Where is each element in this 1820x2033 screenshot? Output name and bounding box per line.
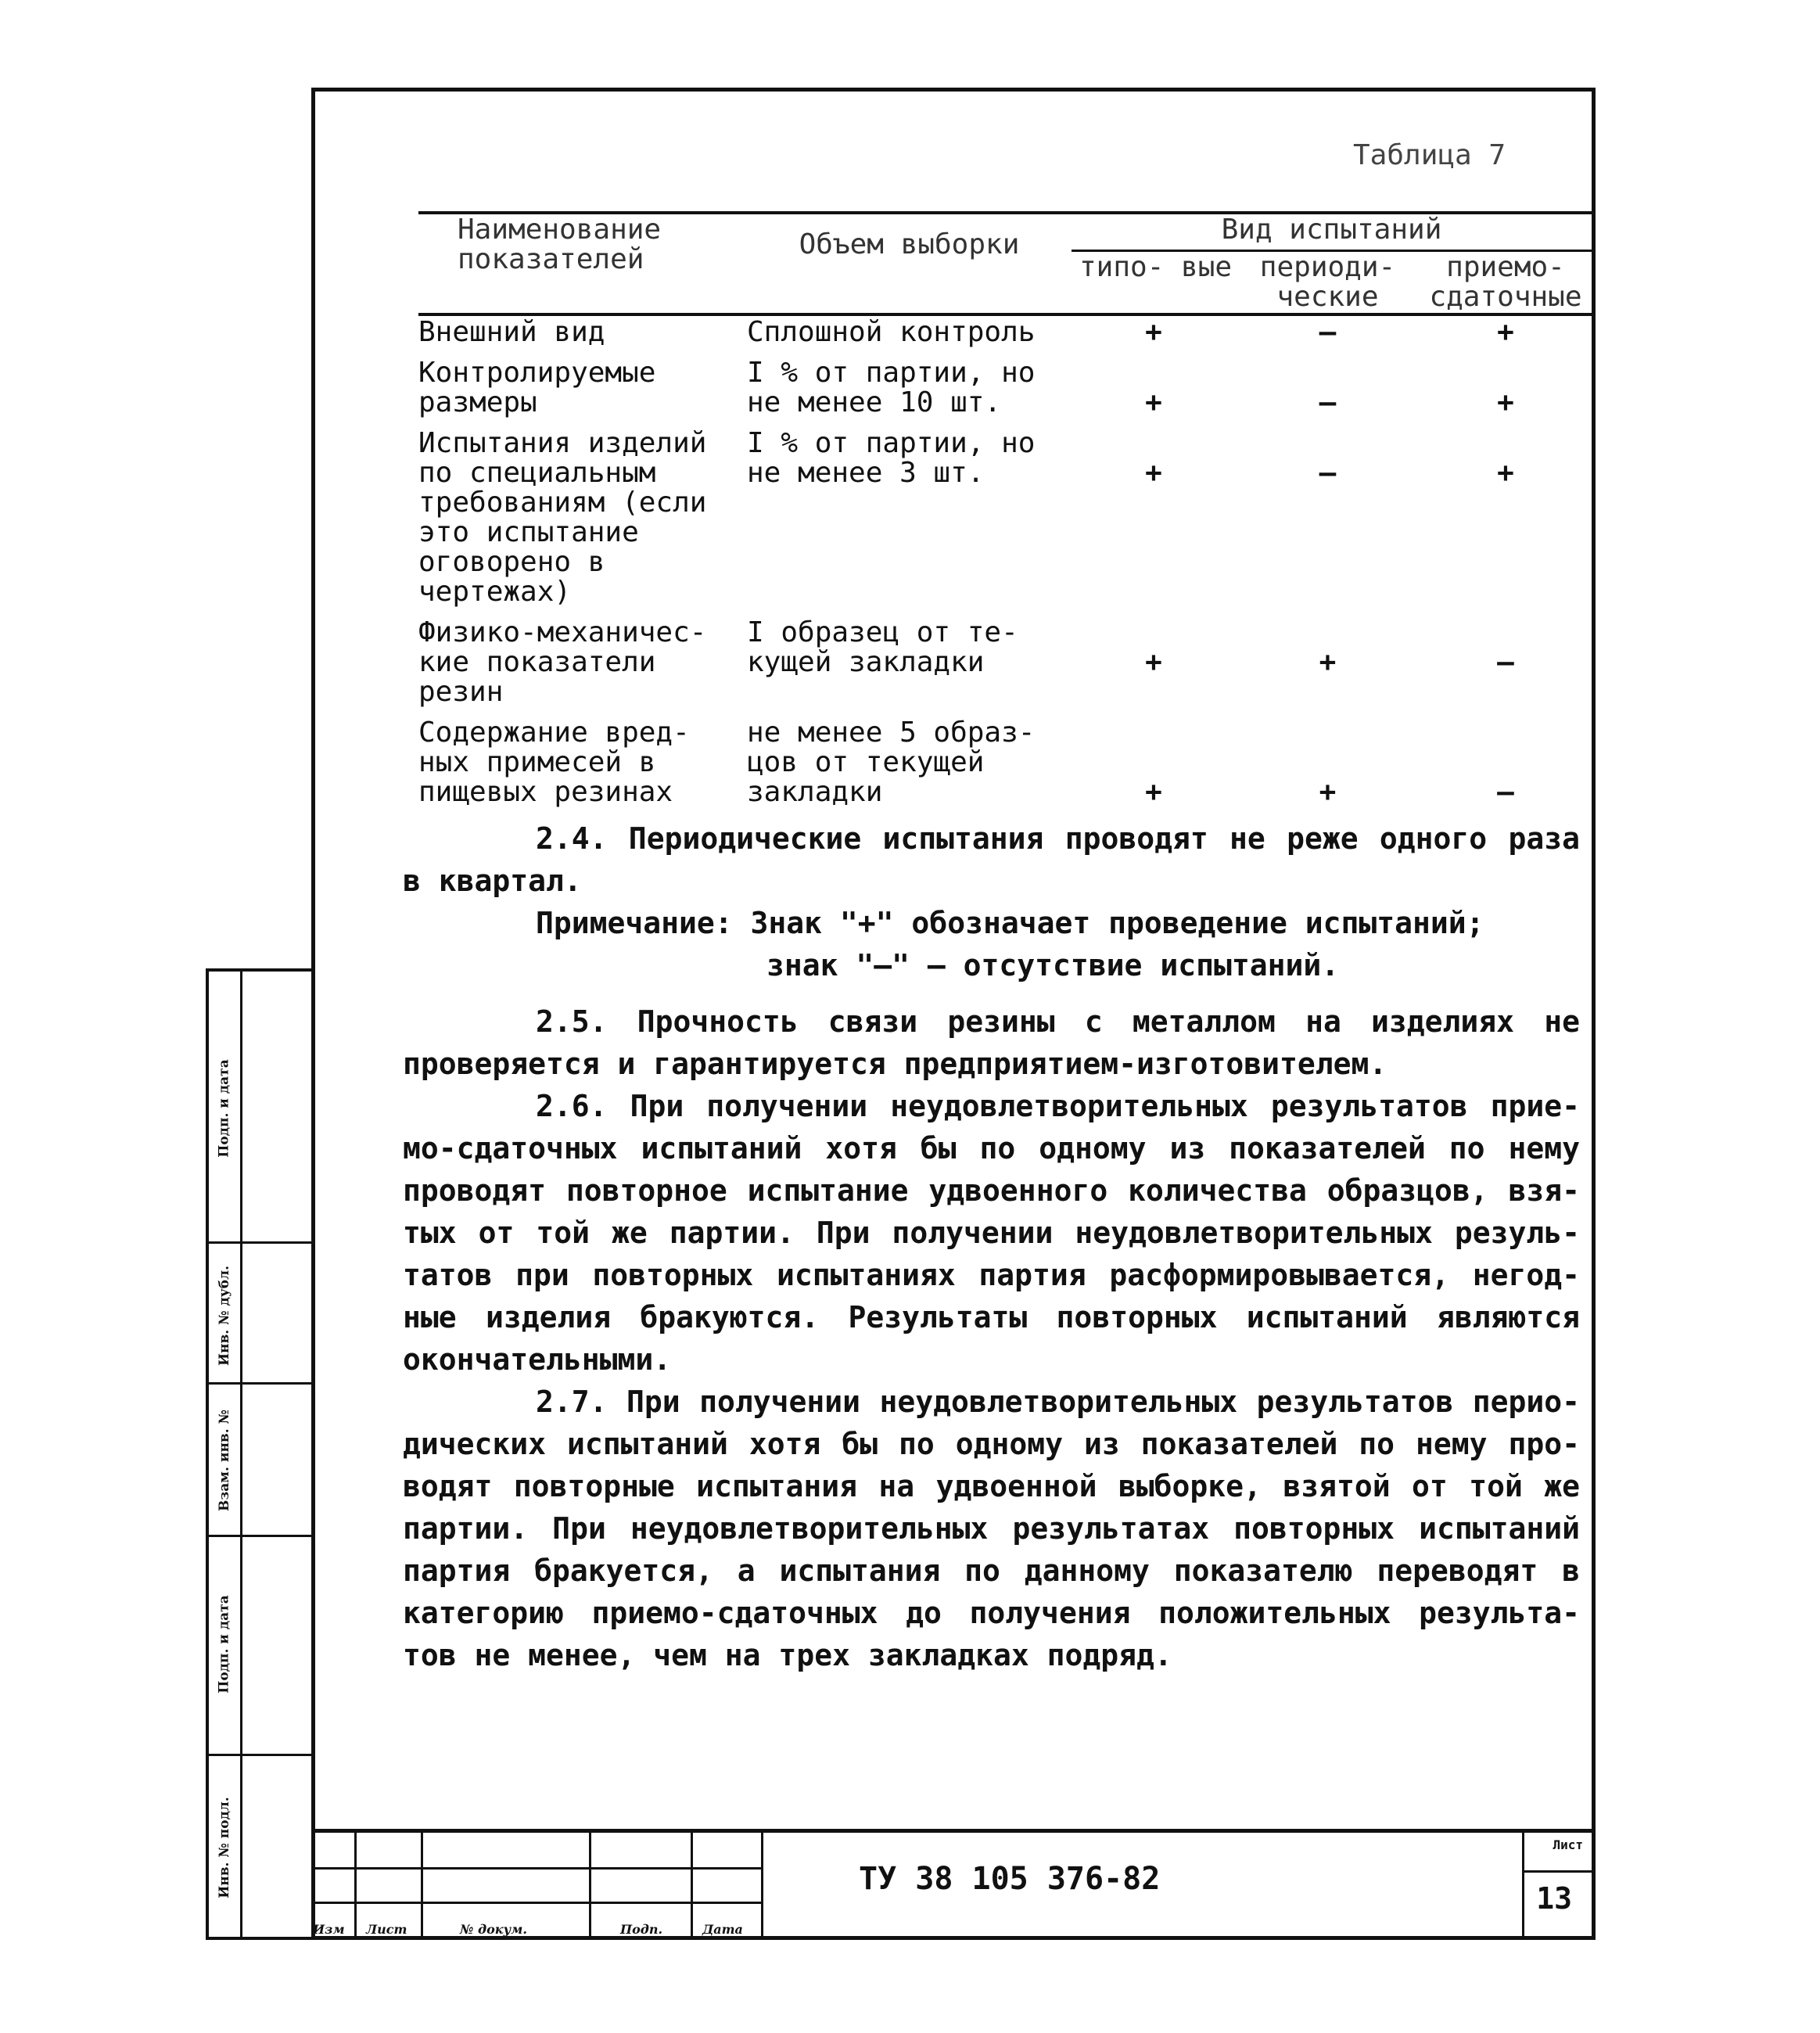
binding-label: Подп. и дата bbox=[217, 1595, 232, 1694]
tests-table bbox=[418, 211, 1592, 817]
binding-label: Взам. инв. № bbox=[217, 1409, 233, 1512]
cell-typical: + bbox=[1145, 386, 1162, 418]
binding-strip-separator bbox=[209, 1382, 315, 1385]
paragraph-2-6: 2.6. При получении неудовлетворительных результатов прие- мо-сдаточных испытаний хотя бы по одному из показателей по нему проводят повторное испытание удвоенного количества образцов, взя- тых от той же партии. При получении неудовлетворительных резуль- татов при повторных испытаниях партия расформировывается, негод- ные изделия бракуются. Результаты повторных испытаний являются окончательными. bbox=[403, 1089, 1580, 1377]
cell-sample: I % от партии, но не менее 10 шт. bbox=[747, 357, 1036, 418]
table-row bbox=[418, 717, 1592, 817]
cell-sample: I образец от те- кущей закладки bbox=[747, 616, 1018, 678]
table-row bbox=[418, 616, 1592, 717]
note-plus: Примечание: Знак "+" обозначает проведение испытаний; bbox=[536, 906, 1484, 940]
paragraph-2-5: 2.5. Прочность связи резины с металлом на изделиях не проверяется и гарантируется предприятием-изготовителем. bbox=[403, 1004, 1580, 1081]
title-block-rule bbox=[1522, 1870, 1596, 1873]
title-block-rule bbox=[691, 1833, 693, 1940]
body-text bbox=[403, 817, 1580, 1676]
table-row bbox=[418, 427, 1592, 616]
cell-acceptance: + bbox=[1497, 316, 1514, 348]
cell-name: Испытания изделий по специальным требованиям (если это испытание оговорено в чертежах) bbox=[418, 427, 707, 608]
sheet-number: 13 bbox=[1536, 1881, 1572, 1916]
cell-typical: + bbox=[1145, 776, 1162, 808]
cell-acceptance: – bbox=[1497, 776, 1514, 808]
title-block-rule bbox=[589, 1833, 591, 1940]
binding-strip bbox=[206, 968, 315, 1940]
binding-strip-divider bbox=[240, 972, 242, 1937]
cell-acceptance: + bbox=[1497, 457, 1514, 489]
title-block-rule bbox=[1522, 1833, 1524, 1940]
cell-name: Физико-механичес- кие показатели резин bbox=[418, 616, 707, 708]
cell-periodic: – bbox=[1319, 386, 1337, 418]
binding-label: Инв. № подл. bbox=[217, 1797, 233, 1898]
stamp-caption: Лист bbox=[366, 1922, 407, 1937]
cell-sample: I % от партии, но не менее 3 шт. bbox=[747, 427, 1036, 489]
title-block bbox=[311, 1829, 1596, 1940]
header-sample: Объем выборки bbox=[747, 213, 1072, 314]
cell-periodic: – bbox=[1319, 457, 1337, 489]
stamp-caption: № докум. bbox=[460, 1922, 527, 1937]
cell-typical: + bbox=[1145, 646, 1162, 678]
title-block-rule bbox=[354, 1833, 357, 1940]
binding-strip-separator bbox=[209, 1535, 315, 1537]
header-typical: типо- вые bbox=[1079, 251, 1233, 283]
cell-typical: + bbox=[1145, 457, 1162, 489]
binding-strip-separator bbox=[209, 1241, 315, 1244]
title-block-rule bbox=[761, 1833, 763, 1940]
cell-name: Содержание вред- ных примесей в пищевых резинах bbox=[418, 717, 690, 808]
title-block-rule bbox=[421, 1833, 423, 1940]
stamp-caption: Подп. bbox=[620, 1922, 663, 1937]
header-name: Наименование показателей bbox=[418, 213, 747, 314]
stamp-caption: Дата bbox=[702, 1922, 743, 1937]
cell-name: Внешний вид bbox=[418, 316, 605, 348]
header-test-types: Вид испытаний bbox=[1072, 213, 1592, 251]
document-code: ТУ 38 105 376-82 bbox=[859, 1861, 1161, 1897]
cell-periodic: + bbox=[1319, 646, 1337, 678]
header-acceptance: приемо- сдаточные bbox=[1429, 251, 1582, 313]
title-block-rule bbox=[311, 1902, 761, 1904]
binding-label: Инв. № дубл. bbox=[217, 1265, 233, 1367]
cell-typical: + bbox=[1145, 316, 1162, 348]
cell-periodic: – bbox=[1319, 316, 1337, 348]
cell-acceptance: – bbox=[1497, 646, 1514, 678]
title-block-rule bbox=[311, 1867, 761, 1870]
stamp-caption: Изм bbox=[313, 1922, 345, 1937]
table-title: Таблица 7 bbox=[1353, 139, 1506, 171]
note-minus: знак "–" – отсутствие испытаний. bbox=[766, 948, 1340, 982]
paragraph-2-4: 2.4. Периодические испытания проводят не реже одного раза в квартал. bbox=[403, 821, 1580, 898]
header-periodic: периоди- ческие bbox=[1259, 251, 1396, 313]
cell-sample: не менее 5 образ- цов от текущей закладки bbox=[747, 717, 1036, 808]
binding-strip-separator bbox=[209, 1754, 315, 1756]
cell-sample: Сплошной контроль bbox=[747, 316, 1036, 348]
table-row bbox=[418, 357, 1592, 427]
binding-label: Подп. и дата bbox=[217, 1059, 232, 1158]
table-row bbox=[418, 314, 1592, 357]
paragraph-2-7: 2.7. При получении неудовлетворительных результатов перио- дических испытаний хотя бы по одному из показателей по нему про- водят повторные испытания на удвоенной выборке, взятой от той же партии. При неудовлетворительных результатах повторных испытаний партия бракуется, а испытания по данному показателю переводят в категорию приемо-сдаточных до получения положительных результа- тов не менее, чем на трех закладках подряд. bbox=[403, 1385, 1580, 1672]
sheet-label: Лист bbox=[1553, 1837, 1583, 1852]
cell-periodic: + bbox=[1319, 776, 1337, 808]
cell-name: Контролируемые размеры bbox=[418, 357, 656, 418]
cell-acceptance: + bbox=[1497, 386, 1514, 418]
